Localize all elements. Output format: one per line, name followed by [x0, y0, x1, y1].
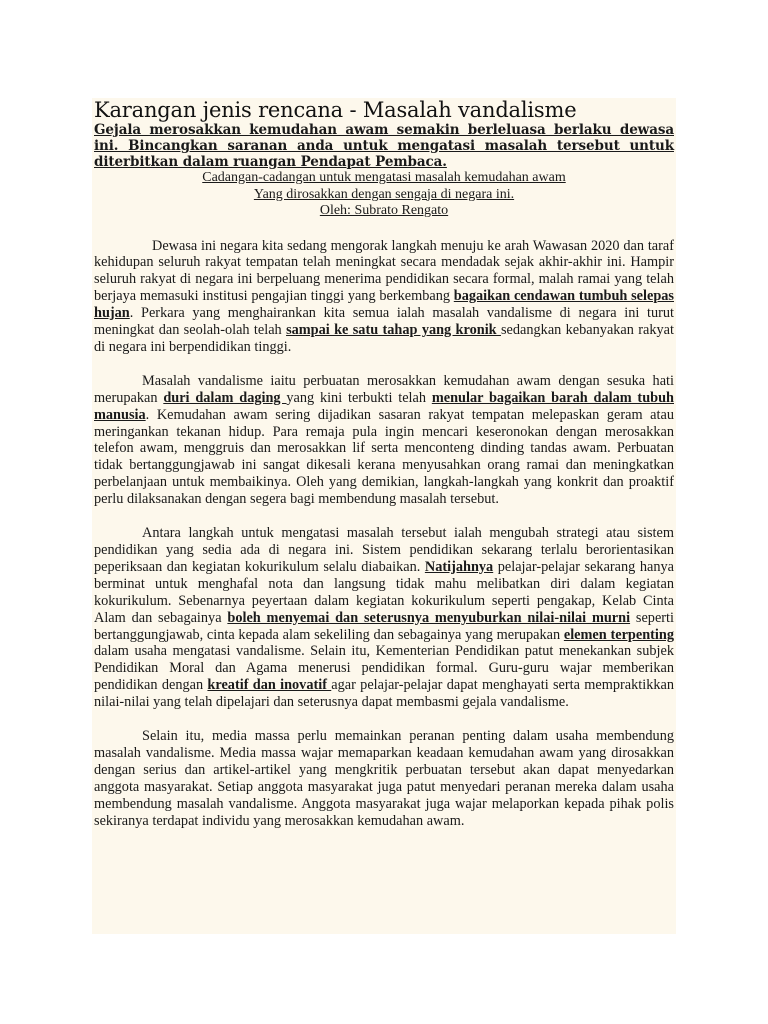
paragraph-text: . Perkara yang menghairankan kita semua ialah masalah vandalisme di negara ini turut meningkat dan seolah-olah telah: [94, 305, 674, 339]
subtitle-line-1: Cadangan-cadangan untuk mengatasi masalah kemudahan awam: [202, 170, 566, 185]
paragraph-text: Antara langkah untuk mengatasi masalah tersebut ialah mengubah strategi atau sistem pendidikan yang sedia ada di negara ini. Sistem pendidikan sekarang terlalu berorientasikan peperiksaan dan kegiatan kokurikulum selalu diabaikan.: [94, 525, 674, 575]
document-page: [92, 98, 676, 934]
emphasized-phrase: sampai ke satu tahap yang kronik: [286, 322, 501, 339]
essay-paragraph: [92, 525, 676, 711]
emphasized-phrase: Natijahnya: [424, 558, 494, 575]
essay-body: [92, 238, 676, 830]
paragraph-text: seperti bertanggungjawab, cinta kepada alam sekeliling dan sebagainya yang merupakan: [94, 609, 675, 643]
emphasized-phrase: menular bagaikan barah dalam tubuh manusia: [94, 389, 674, 423]
paragraph-text: agar pelajar-pelajar dapat menghayati serta mempraktikkan nilai-nilai yang telah dipelajari dan seterusnya dapat membasmi gejala vandalisme.: [94, 677, 674, 711]
emphasized-phrase: duri dalam daging: [163, 389, 287, 406]
document-title: Karangan jenis rencana - Masalah vandalisme: [94, 98, 577, 122]
paragraph-text: Selain itu, media massa perlu memainkan peranan penting dalam usaha membendung masalah vandalisme. Media massa wajar memaparkan keadaan kemudahan awam yang dirosakkan dengan serius dan artikel-artikel yang mengkritik perbuatan tersebut akan dapat menyedarkan anggota masyarakat. Setiap anggota masyarakat juga patut menyedari peranan mereka dalam usaha membendung masalah vandalisme. Anggota masyarakat juga wajar melaporkan kepada pihak polis sekiranya terdapat individu yang merosakkan kemudahan awam.: [94, 728, 674, 829]
emphasized-phrase: elemen terpenting: [563, 626, 674, 643]
author-line: Oleh: Subrato Rengato: [319, 203, 449, 218]
spacer: [92, 220, 676, 238]
paragraph-text: dalam usaha mengatasi vandalisme. Selain itu, Kementerian Pendidikan patut menekankan subjek Pendidikan Moral dan Agama menerusi pendidikan formal. Guru-guru wajar memberikan pendidikan dengan: [94, 643, 674, 694]
paragraph-text: pelajar-pelajar sekarang hanya berminat untuk menghafal nota dan langsung tidak mahu melibatkan diri dalam kegiatan kokurikulum. Sebenarnya peyertaan dalam kegiatan kokurikulum seperti pengakap, Kelab Cinta Alam dan sebagainya: [94, 558, 674, 626]
paragraph-text: . Kemudahan awam sering dijadikan sasaran rakyat tempatan melepaskan geram atau meringankan tekanan hidup. Para remaja pula ingin mencari keseronokan dengan merosakkan telefon awam, menggruis dan merosakkan lif serta menconteng dinding tandas awam. Perbuatan tidak bertanggungjawab ini sangat dikesali kerana menyusahkan orang ramai dan meningkatkan perbelanjaan untuk membaikinya. Oleh yang demikian, langkah-langkah yang konkrit dan proaktif perlu dilaksanakan dengan segera bagi membendung masalah tersebut.: [94, 406, 674, 508]
paragraph-text: sedangkan kebanyakan rakyat di negara ini berpendidikan tinggi.: [94, 322, 674, 355]
paragraph-text: Dewasa ini negara kita sedang mengorak langkah menuju ke arah Wawasan 2020 dan taraf kehidupan seluruh rakyat tempatan telah meningkat secara mendadak sejak akhir-akhir ini. Hampir seluruh rakyat di negara ini berpeluang menerima pendidikan secara formal, malah ramai yang telah berjaya memasuki institusi pengajian tinggi yang berkembang: [94, 237, 674, 305]
emphasized-phrase: boleh menyemai dan seterusnya menyuburkan nilai-nilai murni: [227, 609, 631, 626]
paragraph-text: Masalah vandalisme iaitu perbuatan merosakkan kemudahan awam dengan sesuka hati merupakan: [94, 372, 674, 406]
paragraph-text: yang kini terbukti telah: [286, 389, 432, 406]
essay-paragraph: [92, 373, 676, 508]
subtitle-line-2: Yang dirosakkan dengan sengaja di negara ini.: [253, 186, 515, 202]
essay-prompt: Gejala merosakkan kemudahan awam semakin berleluasa berlaku dewasa ini. Bincangkan saranan anda untuk mengatasi masalah tersebut untuk diterbitkan dalam ruangan Pendapat Pembaca.: [94, 122, 674, 170]
emphasized-phrase: kreatif dan inovatif: [207, 677, 332, 694]
essay-paragraph: [92, 238, 676, 356]
essay-paragraph: [92, 728, 676, 829]
emphasized-phrase: bagaikan cendawan tumbuh selepas hujan: [94, 288, 674, 322]
